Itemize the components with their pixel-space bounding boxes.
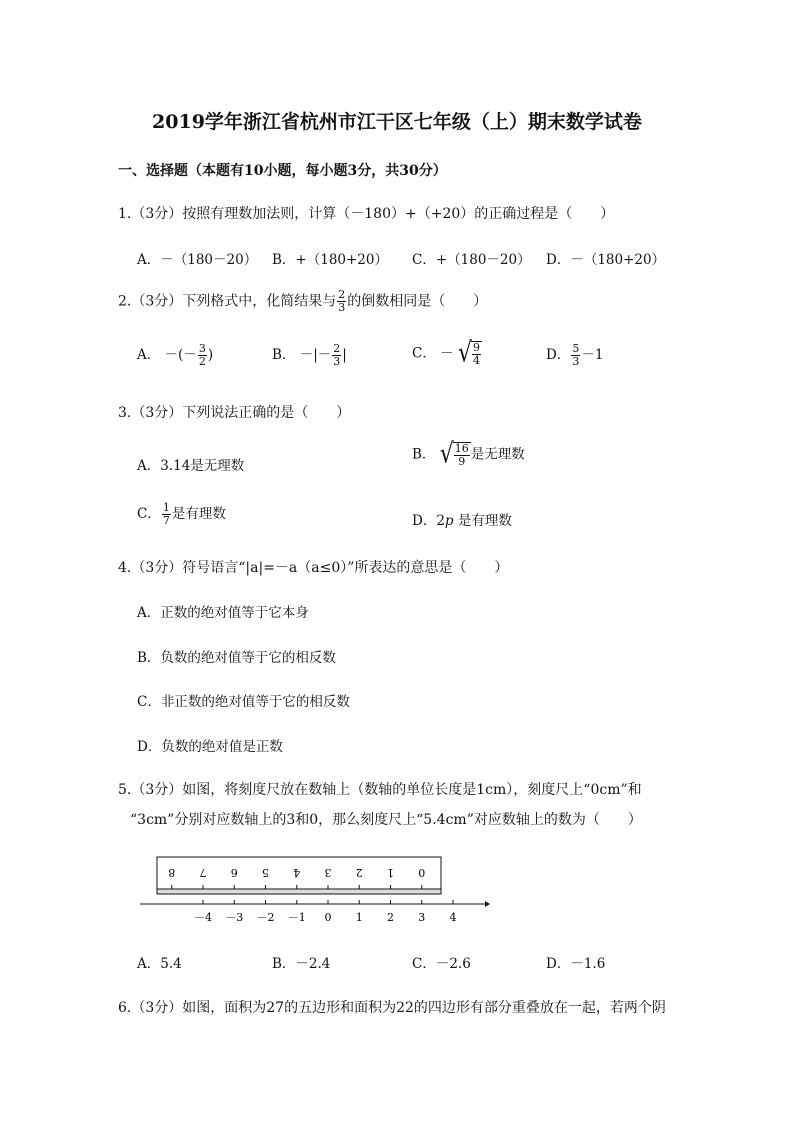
option-label: C． (137, 506, 161, 522)
option-label: D． (546, 347, 571, 363)
question-2-stem-end: 的倒数相同是（ ） (347, 293, 488, 310)
option-fraction (198, 343, 207, 368)
ruler-label: 4 (293, 866, 301, 879)
page-title: 2019学年浙江省杭州市江干区七年级（上）期末数学试卷 (152, 111, 642, 133)
fraction-numerator: 2 (338, 288, 346, 301)
ruler-label: 6 (230, 866, 238, 879)
option-expression-suffix: 是无理数 (470, 446, 525, 463)
option-expression-suffix: | (342, 347, 347, 363)
fraction-numerator: 5 (572, 342, 580, 355)
fraction-denominator: 3 (333, 355, 341, 368)
fraction-numerator: 9 (472, 341, 480, 354)
axis-label: 4 (449, 911, 457, 924)
question-4-option-c[interactable]: C．非正数的绝对值等于它的相反数 (137, 694, 350, 710)
ruler-label: 5 (262, 866, 269, 879)
square-root (439, 438, 471, 470)
fraction-denominator: 9 (458, 455, 466, 468)
option-label: B． (272, 347, 296, 363)
ruler-number-line-figure (140, 855, 490, 930)
axis-label: 0 (324, 911, 332, 924)
ruler-label: 1 (387, 866, 394, 879)
ruler-label: 2 (355, 866, 363, 879)
axis-label: －3 (225, 911, 244, 924)
square-root (457, 337, 482, 369)
question-3-option-b[interactable] (412, 438, 525, 470)
question-5-line-1: 5.（3分）如图，将刻度尺放在数轴上（数轴的单位长度是1cm），刻度尺上“0cm”和 (118, 782, 642, 798)
question-4-option-d[interactable]: D．负数的绝对值是正数 (137, 739, 283, 755)
question-3-option-c[interactable] (137, 502, 226, 527)
axis-label: 1 (355, 911, 363, 924)
option-label: C． (412, 345, 436, 362)
fraction-denominator: 4 (472, 354, 480, 367)
ruler-edge (157, 889, 441, 894)
ruler-label: 8 (168, 866, 176, 879)
option-expression-suffix: －1 (581, 347, 604, 363)
option-label: D．2 (412, 513, 445, 529)
fraction-numerator: 1 (162, 501, 170, 514)
fraction-numerator: 2 (333, 342, 341, 355)
question-1-option-d[interactable]: D．－（180+20） (546, 252, 666, 268)
question-1-option-b[interactable]: B．+（180+20） (272, 252, 388, 268)
question-4-option-a[interactable]: A．正数的绝对值等于它本身 (137, 605, 309, 621)
option-fraction (332, 343, 341, 368)
fraction-denominator: 3 (572, 355, 580, 368)
radical-sign-icon: √ (439, 438, 454, 470)
option-expression-suffix: ) (207, 347, 214, 363)
axis-label: 2 (387, 911, 394, 924)
question-5-option-c[interactable]: C．－2.6 (412, 956, 471, 972)
option-expression-prefix: － (440, 345, 454, 362)
question-4-stem: 4.（3分）符号语言“|a|=－a（a≤0）”所表达的意思是（ ） (118, 560, 509, 576)
question-1-stem: 1.（3分）按照有理数加法则，计算（－180）+（+20）的正确过程是（ ） (118, 206, 615, 222)
section-heading: 一、选择题（本题有10小题，每小题3分，共30分） (118, 163, 447, 179)
axis-label: －4 (194, 911, 212, 924)
question-1-option-c[interactable]: C．+（180－20） (412, 252, 531, 268)
question-2-stem (118, 289, 487, 314)
option-expression-prefix: －(－ (164, 347, 197, 363)
question-2-option-c[interactable] (412, 337, 482, 369)
axis-label: 3 (418, 911, 426, 924)
question-3-stem: 3.（3分）下列说法正确的是（ ） (118, 405, 351, 421)
question-2-option-a[interactable] (137, 343, 213, 368)
option-variable: p (444, 513, 454, 529)
axis-label: －2 (256, 911, 275, 924)
option-expression-suffix: 是有理数 (171, 506, 226, 522)
ruler-label: 0 (418, 866, 426, 879)
fraction-numerator: 3 (198, 342, 206, 355)
question-5-option-d[interactable]: D．－1.6 (546, 956, 606, 972)
option-label: A． (137, 347, 161, 363)
option-label: B． (412, 446, 436, 463)
question-3-option-d[interactable] (412, 509, 512, 529)
option-expression-prefix: －|－ (299, 347, 332, 363)
option-fraction (162, 502, 171, 527)
arrow-icon (485, 901, 490, 907)
question-4-option-b[interactable]: B．负数的绝对值等于它的相反数 (137, 650, 336, 666)
axis-label: －1 (287, 911, 306, 924)
question-3-option-a[interactable]: A．3.14是无理数 (137, 458, 245, 474)
ruler-label: 3 (324, 866, 332, 879)
radical-sign-icon: √ (457, 337, 472, 369)
question-2-stem-start: 2.（3分）下列格式中，化简结果与 (118, 293, 337, 310)
ruler-label: 7 (199, 866, 207, 879)
fraction-numerator: 16 (454, 442, 469, 455)
question-6-stem: 6.（3分）如图，面积为27的五边形和面积为22的四边形有部分重叠放在一起，若两个阴 (118, 1000, 666, 1016)
question-1-option-a[interactable]: A．－（180－20） (137, 252, 258, 268)
question-5-line-2: “3cm”分别对应数轴上的3和0，那么刻度尺上“5.4cm”对应数轴上的数为（ ） (130, 812, 642, 828)
question-5-option-a[interactable]: A．5.4 (137, 956, 182, 972)
question-2-option-b[interactable] (272, 343, 347, 368)
option-fraction (571, 343, 580, 368)
fraction-denominator: 3 (338, 301, 346, 314)
fraction-denominator: 2 (198, 355, 206, 368)
fraction-denominator: 7 (162, 514, 170, 527)
option-expression-suffix: 是有理数 (457, 513, 512, 529)
question-2-option-d[interactable] (546, 343, 603, 368)
question-5-option-b[interactable]: B．－2.4 (272, 956, 331, 972)
question-2-fraction (337, 289, 346, 314)
